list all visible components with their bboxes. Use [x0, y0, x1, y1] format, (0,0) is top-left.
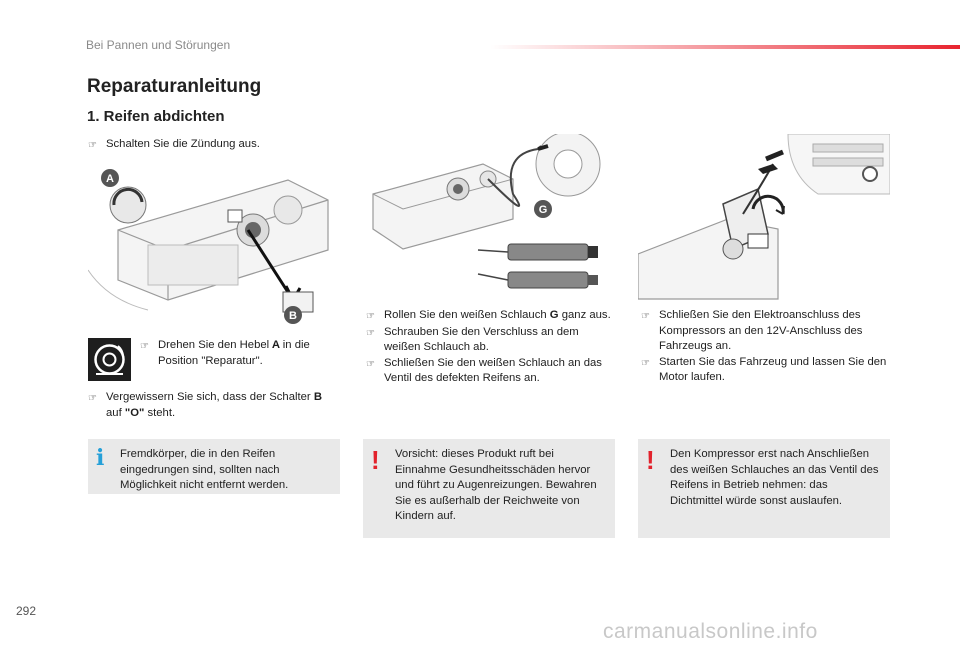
warning-note-compressor: ! Den Kompressor erst nach Anschließen des weißen Schlauches an das Ventil des Reifens in Betrieb nehmen: das Dichtmittel würde sonst auslaufen.: [638, 439, 890, 538]
compressor-lever-illustration: [88, 160, 340, 325]
col2-step3: ☞ Schließen Sie den weißen Schlauch an das Ventil des defekten Reifens an.: [366, 356, 618, 387]
col1-step2: ☞ Drehen Sie den Hebel A in die Position "Reparatur".: [140, 338, 340, 369]
page-number: 292: [16, 604, 37, 618]
arrow-bullet-icon: ☞: [366, 311, 375, 322]
warning-note-product: ! Vorsicht: dieses Produkt ruft bei Einnahme Gesundheitsschäden hervor und führt zu Augenreizungen. Bewahren Sie es außerhalb der Reichweite von Kindern auf.: [363, 439, 615, 538]
arrow-bullet-icon: ☞: [140, 341, 149, 352]
label-g: G: [538, 204, 548, 216]
info-icon: i: [96, 445, 105, 471]
col2-step2: ☞ Schrauben Sie den Verschluss an dem weißen Schlauch ab.: [366, 325, 618, 356]
label-a: A: [106, 173, 114, 185]
col3-step1: ☞ Schließen Sie den Elektroanschluss des Kompressors an den 12V-Anschluss des Fahrzeugs an.: [641, 308, 893, 355]
header-accent-line: [490, 45, 960, 49]
col1-step1: ☞ Schalten Sie die Zündung aus.: [88, 137, 338, 154]
warning-icon: !: [646, 445, 655, 475]
watermark: carmanualsonline.info: [603, 620, 818, 643]
col3-steps: [641, 308, 893, 386]
section-header: Bei Pannen und Störungen: [86, 38, 231, 52]
section-subtitle: 1. Reifen abdichten: [87, 108, 225, 125]
col2-step1: ☞ Rollen Sie den weißen Schlauch G ganz aus.: [366, 308, 618, 325]
hose-illustration: [363, 134, 615, 304]
col2-steps: [366, 308, 618, 387]
arrow-bullet-icon: ☞: [366, 358, 375, 370]
repair-position-icon: [88, 338, 131, 381]
arrow-bullet-icon: ☞: [366, 327, 375, 339]
col3-step2: ☞ Starten Sie das Fahrzeug und lassen Sie den Motor laufen.: [641, 355, 893, 386]
page-title: Reparaturanleitung: [87, 76, 262, 97]
power-connection-illustration: [638, 134, 890, 304]
arrow-bullet-icon: ☞: [641, 357, 650, 369]
arrow-bullet-icon: ☞: [88, 140, 97, 151]
warning-icon: !: [371, 445, 380, 475]
col1-step3: ☞ Vergewissern Sie sich, dass der Schalter B auf "O" steht.: [88, 390, 340, 421]
arrow-bullet-icon: ☞: [641, 311, 650, 322]
label-b: B: [289, 310, 297, 322]
arrow-bullet-icon: ☞: [88, 393, 97, 404]
info-note: i Fremdkörper, die in den Reifen eingedrungen sind, sollten nach Möglichkeit nicht entfernt werden.: [88, 439, 340, 494]
